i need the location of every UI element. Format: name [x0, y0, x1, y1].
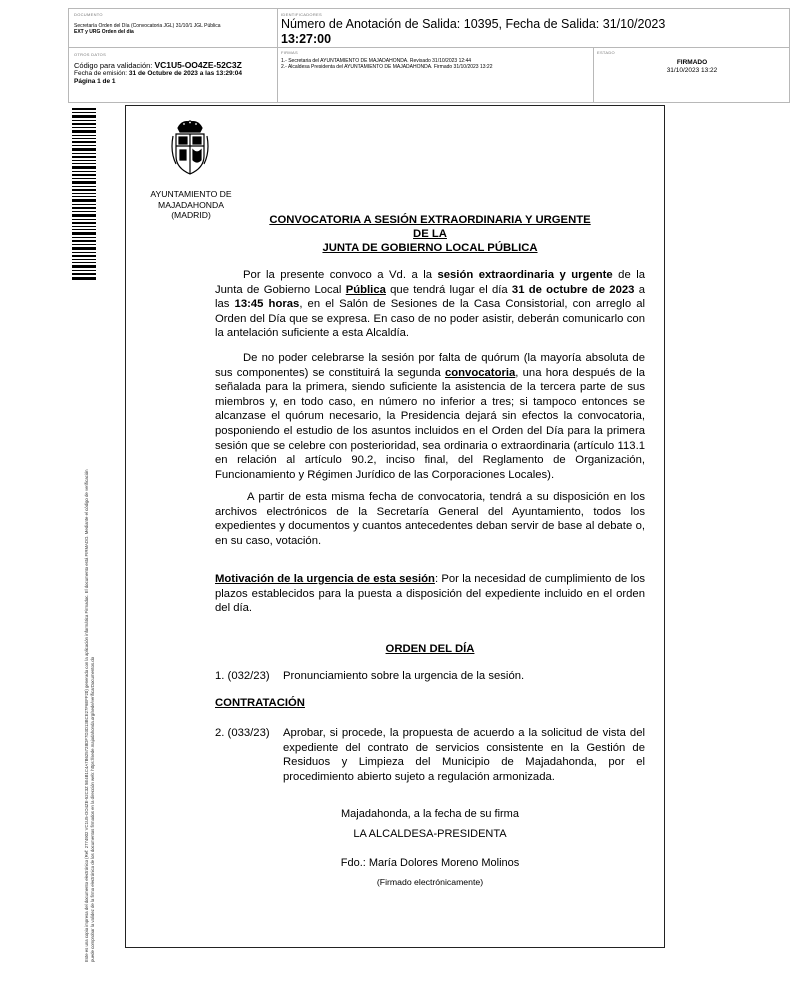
p1-session-type: sesión extraordinaria y urgente: [437, 269, 613, 281]
p1-text: de la Junta de Gobierno Local: [215, 269, 645, 296]
validation-code: VC1U5-OO4ZE-52C3Z: [154, 60, 242, 70]
barcode-icon: [72, 108, 96, 280]
other-data-label: OTROS DATOS: [74, 52, 107, 57]
p2-text: , una hora después de la señalada para la primera, siendo suficiente la asistencia de la tercera parte de sus miembros y, en todo caso, en número no inferior a tres; si tampoco entonces se alcanzase el quórum necesario, la Presidencia dejará sin efectos la convocatoria, posponiendo el estudio de los asuntos incluidos en el Orden del Día para la primera sesión que se celebre con posterioridad, sea ordinaria o extraordinaria (artículo 113.1 en relación al artículo 90.2, inciso final, del Reglamento de Organización, Funcionamiento y Régimen Jurídico de las Corporaciones Locales).: [215, 366, 645, 481]
closing-signatory: Fdo.: María Dolores Moreno Molinos: [340, 857, 520, 869]
agenda-item-text: Pronunciamiento sobre la urgencia de la sesión.: [283, 670, 525, 682]
vertical-legal-text-2: puede comprobar la validez de la firma electrónica de los documentos firmados en la dirección web: https://sede.majadahonda.org/sede/verificarDocumentos.do: [90, 656, 95, 962]
agenda-item-1: [215, 669, 645, 684]
validation-prefix: Código para validación:: [74, 61, 155, 70]
signatures-label: FIRMAS: [281, 50, 298, 55]
signature-2: 2.- Alcaldesa Presidenta del AYUNTAMIENTO DE MAJADAHONDA. Firmado 31/10/2023 13:22: [281, 64, 493, 70]
title-line-1: CONVOCATORIA A SESIÓN EXTRAORDINARIA Y URGENTE: [269, 214, 591, 226]
other-data-cell: [74, 52, 274, 86]
identifier-line-1: [281, 17, 781, 32]
document-title-2: EXT y URG Orden del día: [74, 29, 134, 35]
document-title-1: Secretaría Orden del Día (Convocatoria JGL) 31/10/1 JGL Pública: [74, 23, 221, 29]
status-label: ESTADO: [597, 50, 615, 55]
status-badge: FIRMADO: [676, 59, 708, 66]
p1-time: 13:45 horas: [234, 298, 300, 311]
identifiers-label: IDENTIFICADORES: [281, 12, 322, 17]
identifiers-cell: [281, 12, 781, 47]
p1-text: que tendrá lugar el día: [385, 283, 512, 296]
identifier-line-2: 13:27:00: [281, 32, 332, 46]
agenda-item-2-text: Aprobar, si procede, la propuesta de acuerdo a la solicitud de vista del expediente del contrato de servicios consistente en la Gestión de Residuos y Limpieza del Municipio de Majadahonda, por el procedimiento abierto sujeto a regulación armonizada.: [283, 727, 645, 783]
paragraph-documents: A partir de esta misma fecha de convocatoria, tendrá a su disposición en los archivos electrónicos de la Secretaría General del Ayuntamiento, todos los expedientes y documentos y cuantos antecedentes deban servir de base al debate o, en su caso, votación.: [215, 491, 645, 547]
emission-date: 31 de Octubre de 2023 a las 13:29:04: [128, 70, 243, 77]
letterhead-line-2: MAJADAHONDA: [158, 199, 224, 210]
emission-prefix: Fecha de emisión:: [74, 70, 129, 77]
closing-role: LA ALCALDESA-PRESIDENTA: [353, 828, 507, 840]
p1-text: Por la presente convoco a Vd. a la: [243, 269, 438, 281]
agenda-item-number: 1. (032/23): [215, 670, 270, 682]
header-divider: [593, 47, 594, 102]
agenda-item-number: 2. (033/23): [215, 727, 270, 739]
p2-second-call: convocatoria: [444, 366, 516, 379]
agenda-section-heading: CONTRATACIÓN: [215, 697, 305, 709]
p1-public: Pública: [345, 283, 386, 296]
header-divider: [277, 9, 278, 102]
paragraph-quorum: [215, 351, 645, 482]
status-date: 31/10/2023 13:22: [666, 67, 718, 74]
motivation-label: Motivación de la urgencia de esta sesión: [215, 573, 435, 585]
status-cell: [597, 50, 787, 75]
p1-text: , en el Salón de Sesiones de la Casa Consistorial, con arreglo al Orden del Día que se expresa. En caso de no poder asistir, deberán comunicarlo con la antelación suficiente a esta Alcaldía.: [215, 298, 645, 340]
entry-number: Número de Anotación de Salida: 10395, Fecha de Salida: 31/10/2023: [281, 17, 666, 31]
paragraph-convocation: [215, 268, 645, 341]
closing-note: (Firmado electrónicamente): [376, 877, 484, 887]
title-line-2: DE LA: [413, 228, 447, 240]
coat-of-arms-icon: [170, 116, 210, 178]
agenda-heading: ORDEN DEL DÍA: [385, 643, 475, 655]
signatures-cell: [281, 50, 591, 70]
letterhead-line-3: (MADRID): [171, 210, 211, 220]
header-divider: [69, 47, 789, 48]
document-label: DOCUMENTO: [74, 12, 103, 17]
p2-text: De no poder celebrarse la sesión por falta de quórum (la mayoría absoluta de sus componentes) se constituirá la segunda: [215, 352, 645, 379]
paragraph-motivation: [215, 572, 645, 616]
document-title: [215, 213, 645, 255]
document-header: [68, 8, 790, 103]
letterhead-line-1: AYUNTAMIENTO DE: [150, 189, 232, 199]
p1-text: a las: [215, 283, 645, 311]
validation-line: [74, 61, 274, 70]
motivation-text: : Por la necesidad de cumplimiento de los plazos establecidos para la puesta a disposición del expediente incluido en el orden del día.: [215, 573, 646, 615]
p1-date: 31 de octubre de 2023: [511, 283, 635, 296]
page-number: Página 1 de 1: [74, 78, 116, 85]
document-cell: [74, 12, 274, 35]
vertical-legal-text-1: Este es una copia impresa del documento electrónico (Ref: 2774902 VC1U5-OO4ZE-52C3Z 5E4B1C4A7B62572BDF7D3D13BCE27F6EFF20) generada con la aplicación informática Firmadoc. El documento está FIRMADO. Mediante el código de verificación: [84, 469, 89, 962]
closing-place: Majadahonda, a la fecha de su firma: [341, 808, 519, 820]
emission-line: [74, 70, 274, 78]
title-line-3: JUNTA DE GOBIERNO LOCAL PÚBLICA: [322, 242, 538, 254]
signature-1: 1.- Secretaria del AYUNTAMIENTO DE MAJADAHONDA. Revisado 31/10/2023 12:44: [281, 58, 472, 64]
